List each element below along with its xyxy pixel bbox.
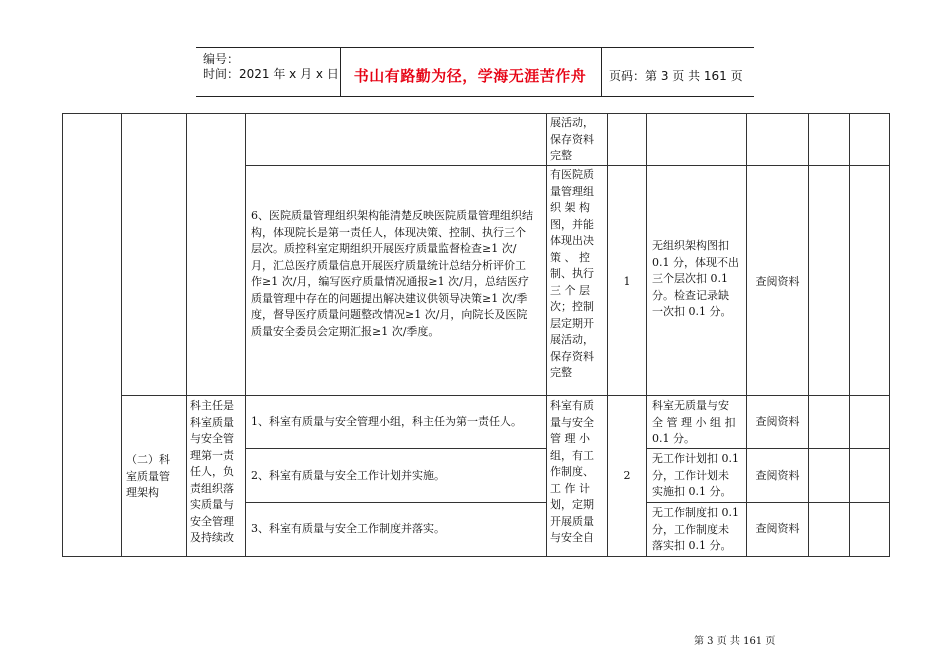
col-line [607,113,608,557]
content-cell: 有医院质 量管理组 织 架 构 图，并能 体现出决 策 、 控 制、执行 三 个 层 次；控制 层定期开 展活动， 保存资料 完整 [550,168,594,379]
deduct-cell: 科室无质量与安 全 管 理 小 组 扣 0.1 分。 [652,399,736,445]
content-cell: 科室有质 量与安全 管 理 小 组，有工 作制度、 工 作 计 划，定期 开展质量 与安全自 [550,399,594,544]
time-label: 时间：2021 年 x 月 x 日 [203,67,339,81]
subrow-separator [245,502,546,503]
col-line [186,113,187,557]
subrow-separator [646,448,889,449]
score-cell: 1 [623,275,631,288]
col-line [646,113,647,557]
item-cell: 1、科室有质量与安全管理小组，科主任为第一责任人。 [251,415,522,428]
deduct-cell: 无工作计划扣 0.1 分，工作计划未 实施扣 0.1 分。 [652,452,739,498]
method-cell: 查阅资料 [755,522,800,535]
col-line [849,113,850,557]
page-label: 页码：第 3 页 共 161 页 [609,69,743,83]
item-cell: 3、科室有质量与安全工作制度并落实。 [251,522,445,535]
method-cell: 查阅资料 [755,415,800,428]
method-cell: 查阅资料 [755,275,800,288]
subrow-separator [245,448,546,449]
col-line [245,113,246,557]
col-line [62,113,63,557]
item-cell: 2、科室有质量与安全工作计划并实施。 [251,469,445,482]
page-footer: 第 3 页 共 161 页 [694,636,776,647]
code-label: 编号： [203,52,240,66]
header-motto: 书山有路勤为径，学海无涯苦作舟 [353,67,587,85]
row-separator [245,165,889,166]
method-cell: 查阅资料 [755,469,800,482]
deduct-cell: 无工作制度扣 0.1 分，工作制度未 落实扣 0.1 分。 [652,506,739,552]
header-divider [601,47,602,97]
col-line [546,113,547,557]
header-top-rule [196,47,754,48]
content-cell: 展活动， 保存资料 完整 [550,116,594,162]
item-cell: 6、医院质量管理组织架构能清楚反映医院质量管理组织结 构，体现院长是第一责任人，体现决策、控制、执行三个 层次。质控科室定期组织开展医疗质量监督检查≥1 次/ 月，汇总医疗质量信息开展医疗质量统计总结分析评价工 作≥1 次/月，编写医疗质量情况通报≥1 次/月，总结医疗 质量管理中存在的问题提出解决建议供领导决策≥1 次/季 度，督导医疗质量问题整改情况≥1 次/月，向院长及医院 质量安全委员会定期汇报≥1 次/季度。 [251,209,533,338]
subrow-separator [646,502,889,503]
deduct-cell: 无组织架构图扣 0.1 分，体现不出 三个层次扣 0.1 分。检查记录缺 一次扣 0.1 分。 [652,239,739,318]
section-separator [121,395,889,396]
section-title: （二）科 室质量管 理架构 [126,453,170,499]
col-line [808,113,809,557]
col-line [889,113,890,557]
header-bottom-rule [196,96,754,97]
col-line [746,113,747,557]
col-line [121,113,122,557]
score-cell: 2 [623,469,631,482]
standard-cell: 科主任是 科室质量 与安全管 理第一责 任人，负 责组织落 实质量与 安全管理 及持续改 [190,399,234,544]
